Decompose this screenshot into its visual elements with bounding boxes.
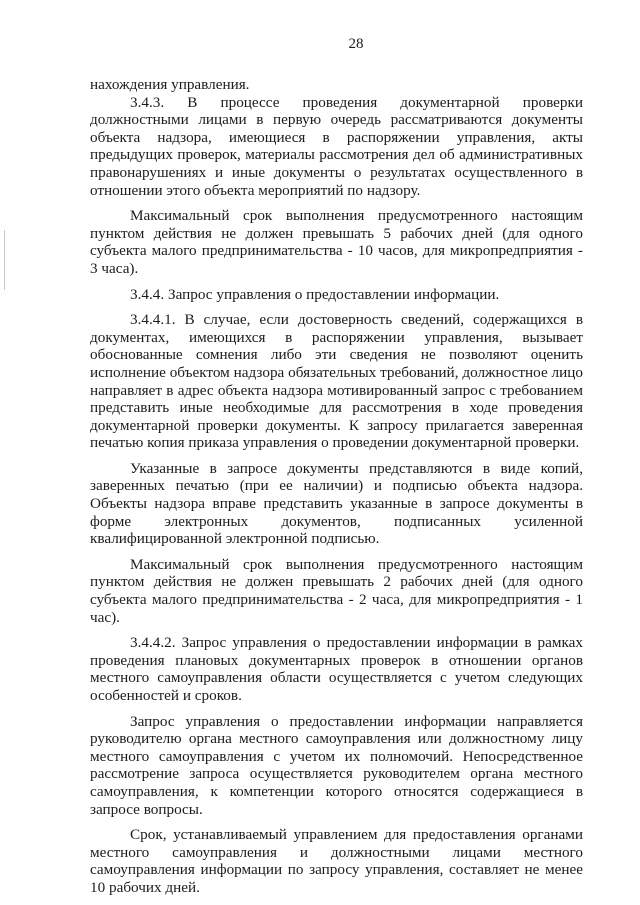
paragraph-request-direction: Запрос управления о предоставлении информации направляется руководителю органа местного самоуправления или должностному лицу местного самоуправления с учетом их полномочий. Непосредственное рассмотрение запроса осуществляется руководителем органа местного самоуправления, к компетенции которого относятся содержащиеся в запросе вопросы. — [90, 712, 583, 818]
paragraph-max-term-2: Максимальный срок выполнения предусмотренного настоящим пунктом действия не должен превышать 2 рабочих дней (для одного субъекта малого предпринимательства - 2 часа, для микропредприятия - 1 час). — [90, 555, 583, 626]
paragraph-continuation: нахождения управления. — [90, 76, 250, 93]
paragraph-3-4-4-2: 3.4.4.2. Запрос управления о предоставлении информации в рамках проведения плановых документарных проверок в отношении органов местного самоуправления области осуществляется с учетом следующих особенностей и сроков. — [90, 634, 583, 704]
margin-scan-mark — [4, 230, 5, 290]
paragraph-response-term: Срок, устанавливаемый управлением для предоставления органами местного самоуправления и должностными лицами местного самоуправления информации по запросу управления, составляет не менее 10 рабочих дней. — [90, 826, 583, 896]
page-number: 28 — [348, 36, 364, 52]
paragraph-3-4-3: 3.4.3. В процессе проведения документарной проверки должностными лицами в первую очередь рассматриваются документы объекта надзора, имеющиеся в распоряжении управления, акты предыдущих проверок, материалы рассмотрения дел об административных правонарушениях и иные документы о результатах осуществленного в отношении этого объекта мероприятий по надзору. — [90, 93, 583, 199]
paragraph-max-term-1: Максимальный срок выполнения предусмотренного настоящим пунктом действия не должен превышать 5 рабочих дней (для одного субъекта малого предпринимательства - 10 часов, для микропредприятия - 3 часа). — [90, 207, 583, 277]
paragraph-3-4-4-1: 3.4.4.1. В случае, если достоверность сведений, содержащихся в документах, имеющихся в распоряжении управления, вызывает обоснованные сомнения либо эти сведения не позволяют оценить исполнение объектом надзора обязательных требований, должностное лицо направляет в адрес объекта надзора мотивированный запрос с требованием представить иные необходимые для рассмотрения в ходе проведения документарной проверки документы. К запросу прилагается заверенная печатью копия приказа управления о проведении документарной проверки. — [90, 311, 583, 452]
document-body — [90, 76, 583, 897]
paragraph-documents-copies: Указанные в запросе документы представляются в виде копий, заверенных печатью (при ее наличии) и подписью объекта надзора. Объекты надзора вправе представить указанные в запросе документы в форме электронных документов, подписанных усиленной квалифицированной электронной подписью. — [90, 459, 583, 548]
paragraph-3-4-4: 3.4.4. Запрос управления о предоставлении информации. — [130, 285, 500, 303]
